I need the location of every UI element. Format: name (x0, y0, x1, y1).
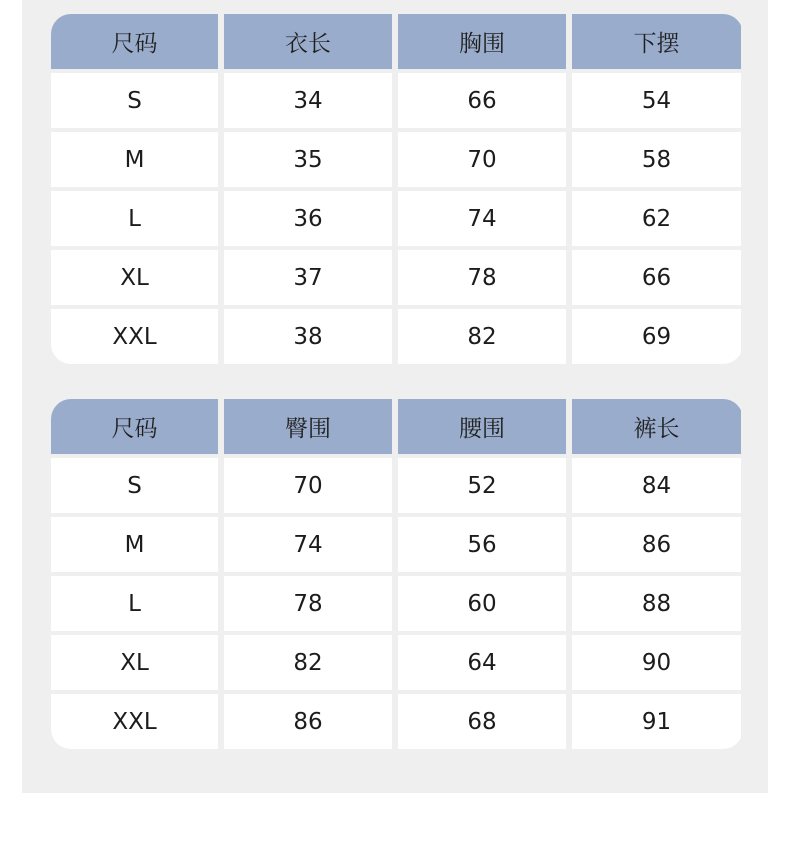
value-cell: 78 (224, 576, 392, 631)
size-cell: XXL (51, 694, 218, 749)
size-cell: S (51, 458, 218, 513)
value-cell: 86 (572, 517, 741, 572)
value-cell: 74 (224, 517, 392, 572)
value-cell: 70 (398, 132, 566, 187)
value-cell: 62 (572, 191, 741, 246)
value-cell: 86 (224, 694, 392, 749)
value-cell: 38 (224, 309, 392, 364)
value-cell: 82 (398, 309, 566, 364)
value-cell: 91 (572, 694, 741, 749)
value-cell: 58 (572, 132, 741, 187)
value-cell: 82 (224, 635, 392, 690)
value-cell: 54 (572, 73, 741, 128)
bottom-size-table (51, 399, 743, 749)
value-cell: 74 (398, 191, 566, 246)
header-cell: 尺码 (51, 14, 218, 69)
size-cell: L (51, 576, 218, 631)
top-size-table (51, 14, 743, 364)
value-cell: 66 (398, 73, 566, 128)
value-cell: 64 (398, 635, 566, 690)
header-cell: 裤长 (572, 399, 741, 454)
value-cell: 90 (572, 635, 741, 690)
value-cell: 69 (572, 309, 741, 364)
value-cell: 88 (572, 576, 741, 631)
value-cell: 70 (224, 458, 392, 513)
size-cell: M (51, 517, 218, 572)
header-cell: 下摆 (572, 14, 741, 69)
size-cell: S (51, 73, 218, 128)
value-cell: 36 (224, 191, 392, 246)
value-cell: 66 (572, 250, 741, 305)
value-cell: 68 (398, 694, 566, 749)
size-cell: L (51, 191, 218, 246)
size-cell: XL (51, 250, 218, 305)
size-cell: XXL (51, 309, 218, 364)
header-cell: 臀围 (224, 399, 392, 454)
size-cell: XL (51, 635, 218, 690)
value-cell: 60 (398, 576, 566, 631)
header-cell: 胸围 (398, 14, 566, 69)
value-cell: 56 (398, 517, 566, 572)
size-cell: M (51, 132, 218, 187)
value-cell: 37 (224, 250, 392, 305)
value-cell: 35 (224, 132, 392, 187)
header-cell: 腰围 (398, 399, 566, 454)
value-cell: 78 (398, 250, 566, 305)
value-cell: 52 (398, 458, 566, 513)
header-cell: 衣长 (224, 14, 392, 69)
value-cell: 34 (224, 73, 392, 128)
header-cell: 尺码 (51, 399, 218, 454)
value-cell: 84 (572, 458, 741, 513)
